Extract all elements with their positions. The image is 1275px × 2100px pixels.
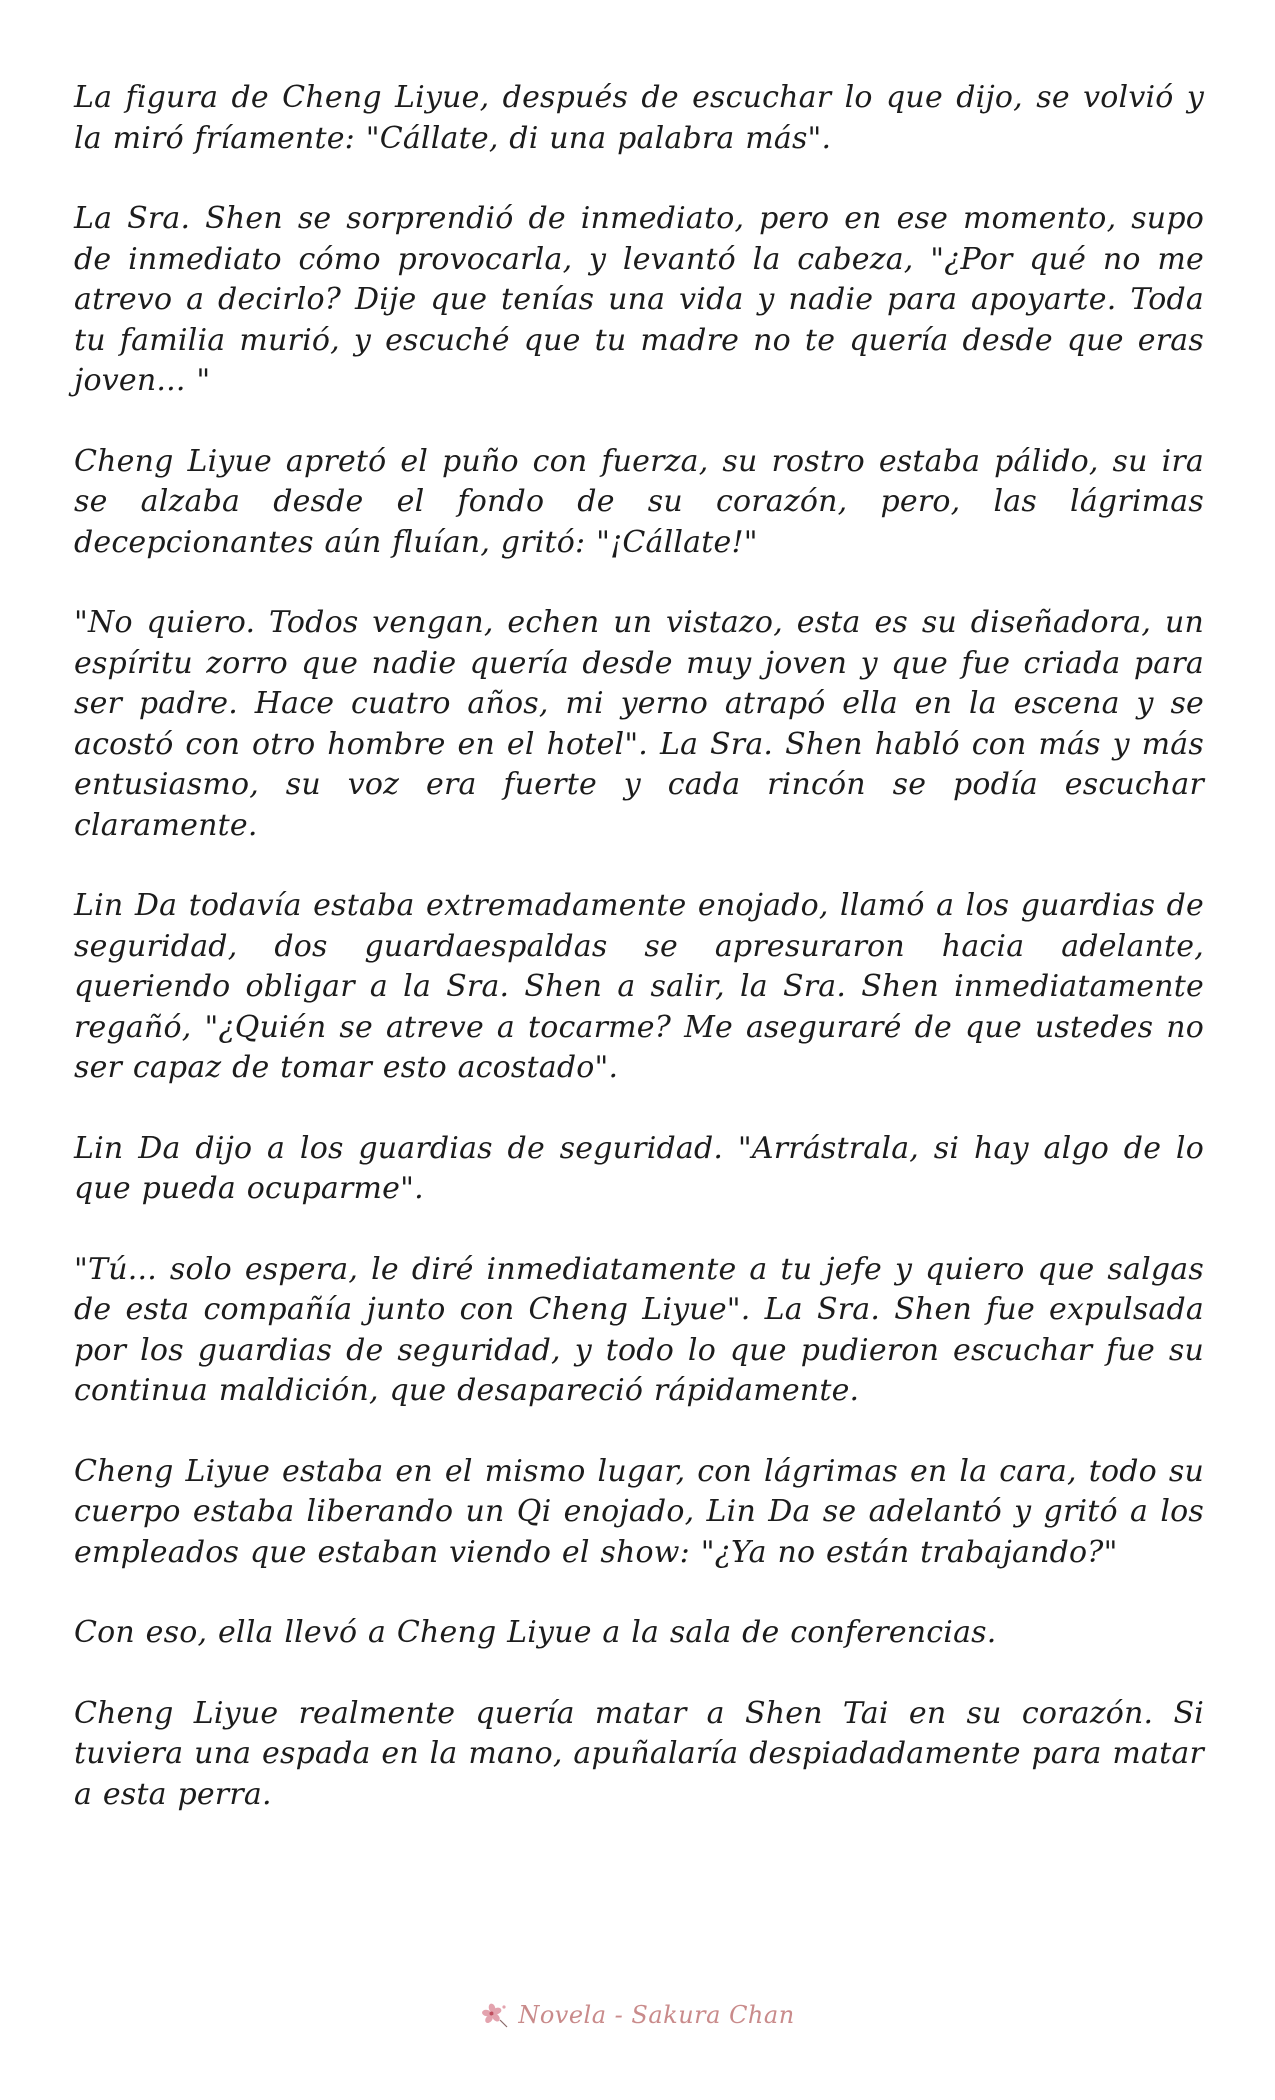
watermark-group [480,2000,794,2030]
paragraph: Con eso, ella llevó a Cheng Liyue a la sala de conferencias. [74,1615,997,1650]
paragraph: Cheng Liyue apretó el puño con fuerza, su rostro estaba pálido, su ira se alzaba desde el fondo de su corazón, pero, las lágrimas decepcionantes aún fluían, gritó: "¡Cállate!" [74,443,1204,560]
paragraph: Cheng Liyue estaba en el mismo lugar, con lágrimas en la cara, todo su cuerpo estaba liberando un Qi enojado, Lin Da se adelantó y gritó a los empleados que estaban viendo el show: "¿Ya no están trabajando?" [74,1453,1204,1570]
paragraph: Cheng Liyue realmente quería matar a Shen Tai en su corazón. Si tuviera una espada en la mano, apuñalaría despiadadamente para matar a esta perra. [74,1695,1204,1812]
paragraph: La Sra. Shen se sorprendió de inmediato, pero en ese momento, supo de inmediato cómo provocarla, y levantó la cabeza, "¿Por qué no me atrevo a decirlo? Dije que tenías una vida y nadie para apoyarte. Toda tu familia murió, y escuché que tu madre no te quería desde que eras joven... " [74,201,1204,398]
watermark-text: Novela - Sakura Chan [518,2001,795,2029]
footer-watermark [0,1995,1275,2035]
paragraph: Lin Da dijo a los guardias de seguridad. "Arrástrala, si hay algo de lo que pueda ocuparme". [74,1130,1204,1206]
sakura-flower-icon [480,2000,510,2030]
paragraph: Lin Da todavía estaba extremadamente enojado, llamó a los guardias de seguridad, dos guardaespaldas se apresuraron hacia adelante, queriendo obligar a la Sra. Shen a salir, la Sra. Shen inmediatamente regañó, "¿Quién se atreve a tocarme? Me aseguraré de que ustedes no ser capaz de tomar esto acostado". [74,888,1204,1085]
paragraph: La figura de Cheng Liyue, después de escuchar lo que dijo, se volvió y la miró fríamente: "Cállate, di una palabra más". [74,80,1204,156]
paragraph: "No quiero. Todos vengan, echen un vistazo, esta es su diseñadora, un espíritu zorro que nadie quería desde muy joven y que fue criada para ser padre. Hace cuatro años, mi yerno atrapó ella en la escena y se acostó con otro hombre en el hotel". La Sra. Shen habló con más y más entusiasmo, su voz era fuerte y cada rincón se podía escuchar claramente. [74,605,1204,843]
story-text [74,78,1204,1855]
paragraph: "Tú... solo espera, le diré inmediatamente a tu jefe y quiero que salgas de esta compañía junto con Cheng Liyue". La Sra. Shen fue expulsada por los guardias de seguridad, y todo lo que pudieron escuchar fue su continua maldición, que desapareció rápidamente. [74,1251,1204,1408]
